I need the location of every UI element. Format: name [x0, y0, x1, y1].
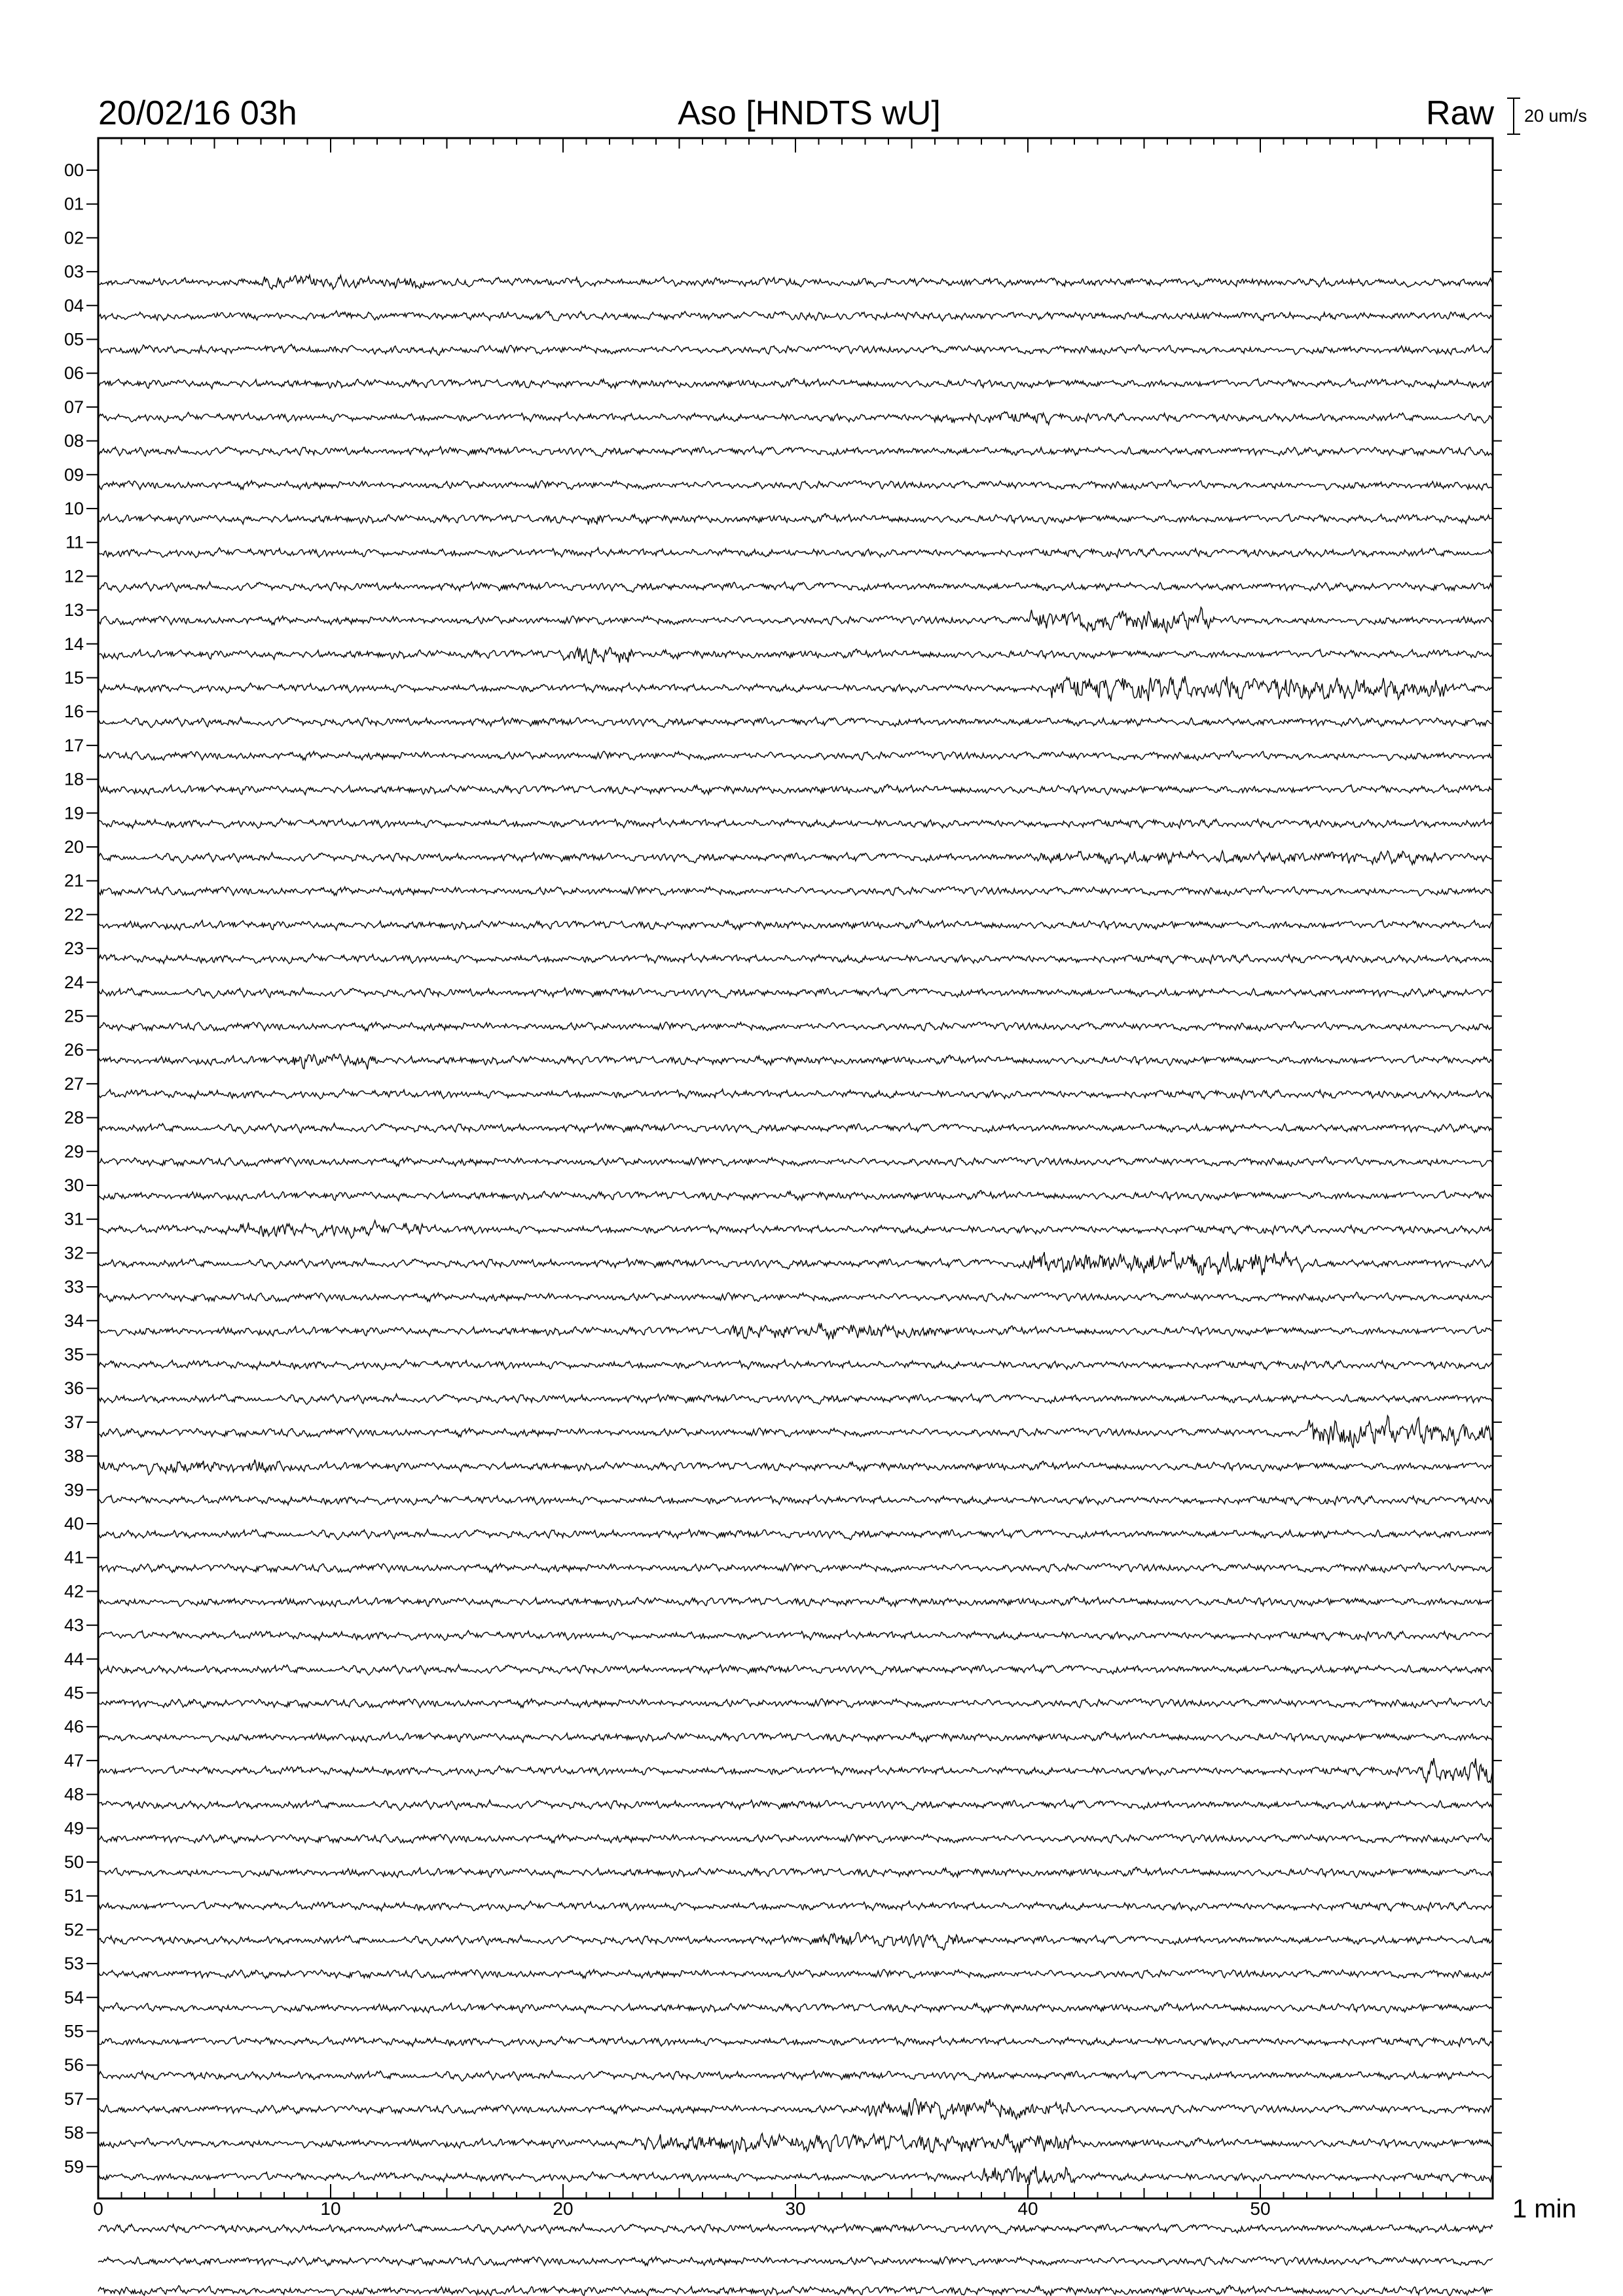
row-label: 22 [64, 905, 84, 925]
row-label: 45 [64, 1683, 84, 1703]
row-label: 14 [64, 634, 84, 654]
seismic-trace [98, 676, 1493, 702]
seismic-trace [98, 1360, 1493, 1370]
seismic-trace [98, 582, 1493, 592]
row-label: 56 [64, 2055, 84, 2075]
seismic-trace [98, 1758, 1493, 1783]
row-label: 06 [64, 363, 84, 384]
seismic-trace [98, 1901, 1493, 1911]
seismic-trace [98, 275, 1493, 289]
datetime-label: 20/02/16 03h [98, 94, 297, 132]
seismic-trace [98, 1563, 1493, 1573]
row-label: 35 [64, 1344, 84, 1365]
seismic-trace [98, 818, 1493, 828]
seismic-trace [98, 311, 1493, 321]
seismic-trace [98, 2286, 1493, 2296]
row-label: 50 [64, 1852, 84, 1872]
station-title: Aso [HNDTS wU] [678, 94, 941, 132]
seismic-trace [98, 514, 1493, 525]
row-label: 25 [64, 1006, 84, 1026]
row-label: 43 [64, 1615, 84, 1636]
seismic-trace [98, 2166, 1493, 2185]
seismic-trace [98, 1416, 1493, 1448]
seismic-trace [98, 954, 1493, 963]
x-unit-label: 1 min [1512, 2195, 1577, 2223]
seismic-trace [98, 378, 1493, 389]
amplitude-scale-bar [1507, 98, 1520, 134]
amplitude-scale-label: 20 um/s [1524, 106, 1588, 126]
seismic-trace [98, 1251, 1493, 1276]
seismic-trace [98, 1867, 1493, 1878]
row-label: 28 [64, 1107, 84, 1128]
row-label: 15 [64, 668, 84, 688]
row-label: 19 [64, 803, 84, 823]
seismic-trace [98, 344, 1493, 355]
x-tick-label: 0 [93, 2198, 103, 2219]
seismic-trace [98, 1191, 1493, 1201]
row-label: 47 [64, 1750, 84, 1770]
row-label: 40 [64, 1514, 84, 1534]
row-label: 38 [64, 1446, 84, 1466]
trace-lines [98, 275, 1493, 2296]
seismic-trace [98, 2003, 1493, 2013]
seismic-trace [98, 1089, 1493, 1099]
row-label: 21 [64, 870, 84, 891]
x-tick-label: 40 [1017, 2198, 1038, 2219]
row-label: 51 [64, 1886, 84, 1906]
row-label: 03 [64, 262, 84, 282]
row-label: 10 [64, 499, 84, 518]
row-label: 48 [64, 1784, 84, 1804]
row-label: 04 [64, 295, 84, 315]
row-label: 16 [64, 702, 84, 722]
row-label: 00 [64, 160, 84, 180]
row-label: 17 [64, 735, 84, 755]
row-label: 57 [64, 2089, 84, 2109]
seismic-trace [98, 1933, 1493, 1950]
seismic-trace [98, 548, 1493, 558]
mode-label: Raw [1425, 94, 1494, 132]
row-label: 26 [64, 1040, 84, 1060]
x-tick-label: 10 [320, 2198, 341, 2219]
row-label: 54 [64, 1987, 84, 2007]
seismic-trace [98, 1530, 1493, 1540]
row-label: 02 [64, 228, 84, 248]
seismic-trace [98, 1665, 1493, 1676]
seismic-trace [98, 1698, 1493, 1708]
seismic-trace [98, 647, 1493, 664]
x-tick-label: 20 [553, 2198, 574, 2219]
row-label: 34 [64, 1310, 84, 1331]
seismic-trace [98, 1732, 1493, 1742]
seismic-trace [98, 1221, 1493, 1238]
row-label: 12 [64, 566, 84, 586]
seismic-trace [98, 412, 1493, 425]
row-label: 39 [64, 1480, 84, 1500]
seismic-trace [98, 2224, 1493, 2234]
row-label: 46 [64, 1717, 84, 1737]
row-label: 52 [64, 1920, 84, 1940]
row-label: 37 [64, 1412, 84, 1432]
row-label: 58 [64, 2123, 84, 2143]
seismic-trace [98, 1495, 1493, 1505]
x-tick-label: 50 [1250, 2198, 1271, 2219]
seismic-trace [98, 2037, 1493, 2047]
row-label: 53 [64, 1954, 84, 1974]
row-label: 42 [64, 1581, 84, 1602]
seismic-trace [98, 1596, 1493, 1607]
seismic-trace [98, 1292, 1493, 1302]
row-label: 24 [64, 972, 84, 992]
seismic-trace [98, 1054, 1493, 1070]
row-label: 20 [64, 837, 84, 857]
seismic-trace [98, 886, 1493, 896]
row-label: 41 [64, 1547, 84, 1568]
seismic-trace [98, 2134, 1493, 2153]
seismic-trace [98, 480, 1493, 490]
row-label: 32 [64, 1243, 84, 1263]
seismic-trace [98, 751, 1493, 761]
seismic-trace [98, 920, 1493, 930]
minute-ticks [98, 138, 1493, 2198]
row-label: 23 [64, 939, 84, 959]
seismic-trace [98, 1123, 1493, 1134]
row-label: 59 [64, 2157, 84, 2177]
row-label: 08 [64, 431, 84, 451]
chart-header [98, 94, 1587, 134]
row-label: 44 [64, 1649, 84, 1669]
seismic-trace [98, 1022, 1493, 1031]
seismic-trace [98, 446, 1493, 457]
seismic-trace [98, 1969, 1493, 1979]
seismic-trace [98, 1630, 1493, 1640]
row-label: 27 [64, 1073, 84, 1094]
row-label: 36 [64, 1378, 84, 1399]
seismic-trace [98, 2257, 1493, 2266]
seismic-trace [98, 717, 1493, 728]
seismic-trace [98, 1460, 1493, 1475]
row-label: 55 [64, 2021, 84, 2041]
row-label: 01 [64, 194, 84, 214]
seismic-trace [98, 2071, 1493, 2081]
seismic-trace [98, 988, 1493, 999]
row-label: 29 [64, 1141, 84, 1162]
seismic-trace [98, 607, 1493, 632]
seismic-trace [98, 1834, 1493, 1844]
row-label: 07 [64, 397, 84, 417]
seismic-trace [98, 1157, 1493, 1167]
seismic-trace [98, 785, 1493, 795]
row-label: 13 [64, 600, 84, 620]
row-label: 49 [64, 1818, 84, 1839]
seismic-trace [98, 2099, 1493, 2120]
x-axis-labels [93, 2198, 1270, 2219]
x-tick-label: 30 [785, 2198, 806, 2219]
seismic-trace [98, 1800, 1493, 1810]
seismic-trace [98, 851, 1493, 865]
plot-frame [98, 138, 1493, 2198]
row-label: 18 [64, 769, 84, 789]
row-label: 31 [64, 1209, 84, 1229]
seismic-trace [98, 1394, 1493, 1405]
row-label: 09 [64, 465, 84, 485]
row-label: 33 [64, 1277, 84, 1297]
row-label: 05 [64, 329, 84, 350]
row-label: 30 [64, 1175, 84, 1195]
seismic-trace [98, 1323, 1493, 1339]
row-label: 11 [65, 532, 84, 552]
